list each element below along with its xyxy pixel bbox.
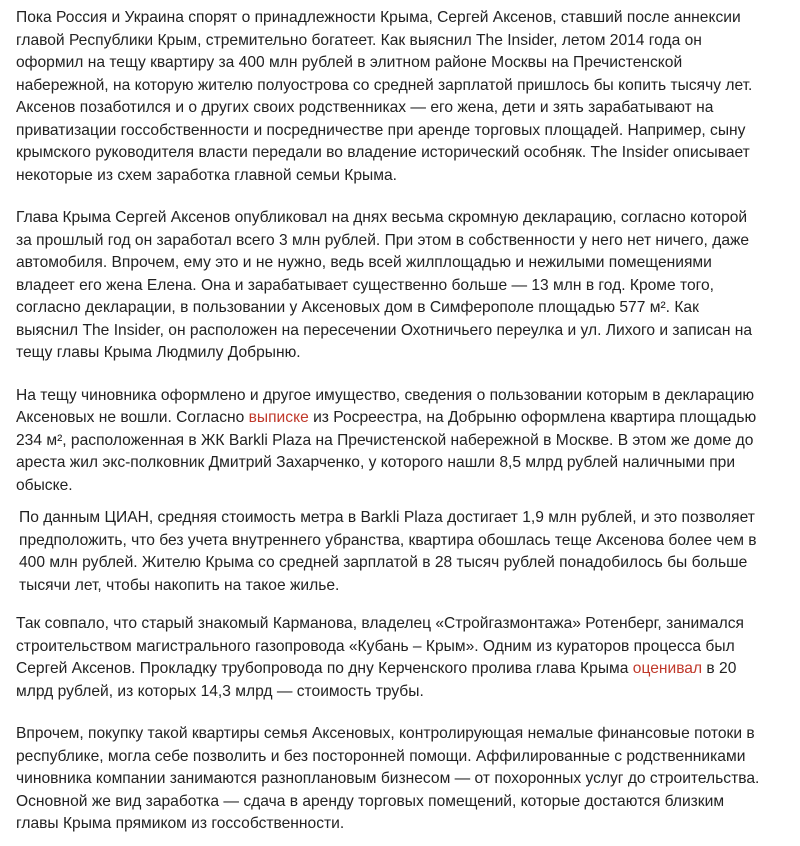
article-paragraph-5	[16, 613, 760, 703]
article-paragraph-6: Впрочем, покупку такой квартиры семья Аксеновых, контролирующая немалые финансовые потоки в республике, могла себе позволить и без посторонней помощи. Аффилированные с родственниками чиновника компании занимаются разноплановым бизнесом — от похоронных услуг до строительства. Основной же вид заработка — сдача в аренду торговых помещений, которые достаются близким главы Крыма прямиком из госсобственности.	[16, 725, 760, 832]
article-paragraph-4: По данным ЦИАН, средняя стоимость метра в Barkli Plaza достигает 1,9 млн рублей, и это позволяет предположить, что без учета внутреннего убранства, квартира обошлась теще Аксенова более чем в 400 млн рублей. Жителю Крыма со средней зарплатой в 28 тысяч рублей понадобилось бы больше тысячи лет, чтобы накопить на такое жилье.	[19, 509, 757, 594]
paragraph-3-text-start: На тещу чиновника оформлено и другое имущество, сведения о пользовании которым в декларацию Аксеновых не вошли. Согласно	[16, 386, 755, 426]
paragraph-3-text-end: из Росреестра, на Добрыню оформлена квартира площадью 234 м², расположенная в ЖК Barkli Plaza на Пречистенской набережной в Москве. В этом же доме до ареста жил экс-полковник Дмитрий Захарченко, у которого нашли 8,5 млрд рублей наличными при обыске.	[16, 409, 757, 494]
rosreestr-extract-link[interactable]: выписке	[248, 409, 309, 426]
estimated-link[interactable]: оценивал	[632, 660, 703, 677]
article-paragraph-2: Глава Крыма Сергей Аксенов опубликовал на днях весьма скромную декларацию, согласно которой за прошлый год он заработал всего 3 млн рублей. При этом в собственности у него нет ничего, даже автомобиля. Впрочем, ему это и не нужно, ведь всей жилплощадью и нежилыми помещениями владеет его жена Елена. Она и зарабатывает существенно больше — 13 млн в год. Кроме того, согласно декларации, в пользовании у Аксеновых дом в Симферополе площадью 577 м². Как выяснил The Insider, он расположен на пересечении Охотничьего переулка и ул. Лихого и записан на тещу главы Крыма Людмилу Добрыню.	[16, 209, 753, 361]
article-paragraph-1: Пока Россия и Украина спорят о принадлежности Крыма, Сергей Аксенов, ставший после аннексии главой Республики Крым, стремительно богатеет. Как выяснил The Insider, летом 2014 года он оформил на тещу квартиру за 400 млн рублей в элитном районе Москвы на Пречистенской набережной, на которую жителю полуострова со средней зарплатой пришлось бы копить тысячу лет. Аксенов позаботился и о других своих родственниках — его жена, дети и зять зарабатывают на приватизации госсобственности и посредничестве при аренде торговых площадей. Например, сыну крымского руководителя власти передали во владение исторический особняк. The Insider описывает некоторые из схем заработка главной семьи Крыма.	[16, 9, 753, 184]
article-paragraph-3	[16, 385, 760, 498]
paragraph-5-text-start: Так совпало, что старый знакомый Карманова, владелец «Стройгазмонтажа» Ротенберг, занимался строительством магистрального газопровода «Кубань – Крым». Одним из кураторов процесса был Сергей Аксенов. Прокладку трубопровода по дну Керченского пролива глава Крыма	[16, 615, 744, 677]
paragraph-5-text-end: в 20 млрд рублей, из которых 14,3 млрд — стоимость трубы.	[16, 660, 737, 700]
